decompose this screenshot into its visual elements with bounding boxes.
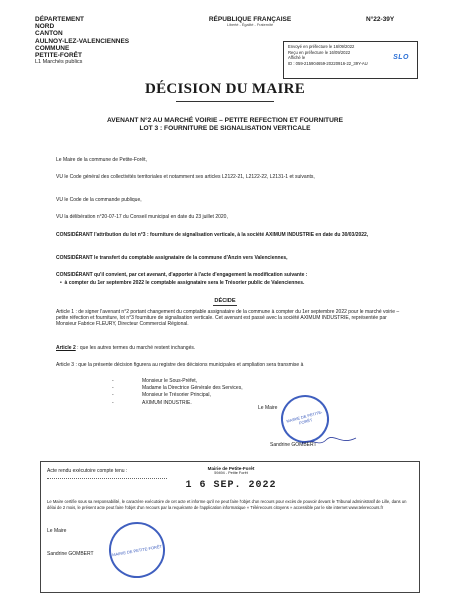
stamp-received: Reçu en préfecture le 16/09/2022: [288, 49, 351, 55]
decision-number: N°22-39Y: [366, 16, 395, 23]
certified-label: Acte rendu exécutoire compte tenu :: [47, 468, 128, 474]
considerant-transfert: CONSIDÉRANT le transfert du comptable assignataire de la commune d'Anzin vers Valenciennes,: [56, 255, 288, 261]
stamp-sent: Envoyé en préfecture le 16/09/2022: [288, 44, 355, 49]
republic-devise: Liberté - Égalité - Fraternité: [226, 23, 274, 27]
bottom-name: Sandrine GOMBERT: [47, 551, 94, 557]
title-underline: [176, 101, 274, 102]
article-2: [56, 345, 406, 351]
subtitle-line-2: LOT 3 : FOURNITURE DE SIGNALISATION VERTICALE: [139, 125, 311, 132]
header-administrative-block: [35, 16, 155, 66]
mairie-stamp-sub: 59494 - Petite Forêt: [214, 471, 248, 475]
header-republic: [190, 16, 310, 27]
decision-subtitle: [60, 117, 390, 133]
header-line-departement: DÉPARTEMENT: [35, 16, 84, 23]
page-title: DÉCISION DU MAIRE: [144, 81, 306, 97]
recourse-notice: Le Maire certifie sous sa responsabilité, le caractère exécutoire de cet acte et informe qu'il ne peut faire l'objet d'un recours pour excès de pouvoir devant le Tribunal administratif de Lille, dans un délai de 2 mois, le présent acte peut faire l'objet d'un recours par la requérante de l'application informatique « Télérecours citoyens » accessible par le site internet www.telerecours.fr: [47, 499, 407, 510]
reception-date-stamp: 1 6 SEP. 2022: [185, 480, 277, 491]
bullet-dot: •: [60, 280, 65, 286]
recipient-item: - AXIMUM INDUSTRIE.: [112, 399, 192, 406]
subtitle-line-1: AVENANT N°2 AU MARCHÉ VOIRIE – PETITE REFECTION ET FOURNITURE: [107, 117, 343, 124]
mairie-seal-icon: MAIRIE DE PETITE-FORÊT: [276, 390, 335, 449]
header-line-canton-name: AULNOY-LEZ-VALENCIENNES: [35, 37, 130, 45]
header-line-canton: CANTON: [35, 30, 63, 38]
bottom-role: Le Maire: [47, 528, 67, 534]
bullet-text: à compter du 1er septembre 2022 le comptable assignataire sera le Trésorier public de Valenciennes.: [64, 280, 305, 286]
considerant-modification: CONSIDÉRANT qu'il convient, par cet avenant, d'apporter à l'acte d'engagement la modification suivante :: [56, 272, 308, 278]
mayor-intro: Le Maire de la commune de Petite-Forêt,: [56, 157, 147, 163]
decide-heading: DÉCIDE: [214, 298, 236, 304]
signature-name: Sandrine GOMBERT: [270, 442, 317, 448]
stamp-posted: Affiché le: [288, 55, 306, 60]
slo-logo-icon: SLO: [393, 54, 409, 61]
mairie-stamp-name: Mairie de Petite-Forêt: [207, 466, 255, 471]
article-3: Article 3 : que la présente décision figurera au registre des décisions municipales et ampliation sera transmise à: [56, 362, 304, 368]
header-line-commune-name: PETITE-FORÊT: [35, 52, 82, 60]
recipient-item: - Monsieur le Trésorier Principal,: [112, 392, 211, 399]
republic-label: RÉPUBLIQUE FRANÇAISE: [208, 16, 292, 23]
executory-certification-box: [40, 461, 420, 593]
vu-code-commande: VU le Code de la commande publique,: [56, 197, 142, 203]
mairie-stamp: [171, 466, 291, 491]
bottom-seal-icon: MAIRIE DE PETITE-FORÊT: [105, 518, 170, 583]
modification-bullet: [60, 280, 410, 286]
signature-scribble-icon: [300, 434, 360, 448]
header-line-commune: COMMUNE: [35, 44, 70, 52]
header-line-nord: NORD: [35, 23, 55, 31]
recipient-item: - Monsieur le Sous-Préfet,: [112, 378, 198, 384]
article-1: Article 1 : de signer l'avenant n°2 portant changement du comptable assignataire de la commune à compter du 1er septembre 2022 pour le marché voirie – petite réfection et fourniture, lot n°3 fourniture de signalisation verticale. Cet avenant est passé avec la société AXIMUM INDUSTRIE, représentée par Monsieur Fabrice FLEURY, Directeur Commercial Régional.: [56, 309, 400, 328]
stamp-id: ID : 059-215904659-20220916-22_39Y-AU: [288, 60, 368, 66]
considerant-attribution: CONSIDÉRANT l'attribution du lot n°3 : fourniture de signalisation verticale, à la société AXIMUM INDUSTRIE en date du 30/03/2022,: [56, 232, 369, 238]
signature-role: Le Maire: [258, 405, 278, 411]
prefecture-receipt-stamp: [283, 41, 418, 79]
vu-deliberation: VU la délibération n°20-07-17 du Conseil municipal en date du 23 juillet 2020,: [56, 214, 228, 220]
decide-underline: [213, 305, 237, 306]
article-2-label: Article 2: [56, 345, 76, 351]
dotted-line: [47, 478, 167, 479]
recipient-item: - Madame la Directrice Générale des Services,: [112, 385, 243, 392]
header-line-service: L1 Marchés publics: [35, 59, 83, 66]
article-2-text: : que les autres termes du marché restent inchangés.: [75, 345, 196, 351]
vu-code-collectivites: VU le Code général des collectivités territoriales et notamment ses articles L2122-21, L2122-22, L2131-1 et suivants,: [56, 174, 315, 180]
